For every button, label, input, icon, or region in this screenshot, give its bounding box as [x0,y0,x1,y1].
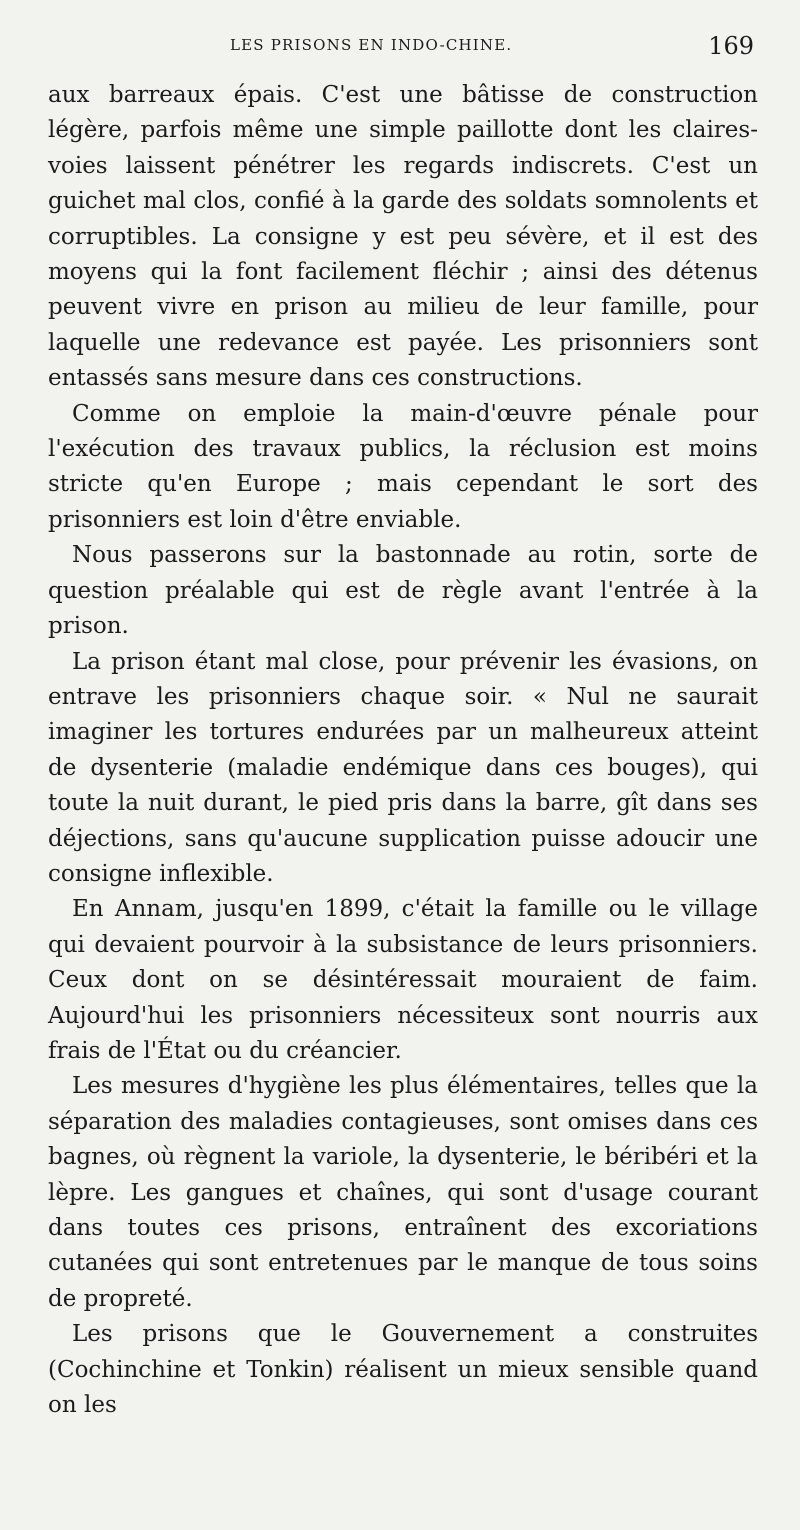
page-number: 169 [708,32,754,60]
paragraph: Les mesures d'hygiène les plus élémentaires, telles que la séparation des maladies contagieuses, sont omises dans ces bagnes, où règnent la variole, la dysenterie, le béribéri et la lèpre. Les gangues et chaînes, qui sont d'usage courant dans toutes ces prisons, entraînent des excoriations cutanées qui sont entretenues par le manque de tous soins de propreté. [48,1073,758,1312]
page-header [0,32,800,66]
paragraph: En Annam, jusqu'en 1899, c'était la famille ou le village qui devaient pourvoir à la subsistance de leurs prisonniers. Ceux dont on se désintéressait mouraient de faim. Aujourd'hui les prisonniers nécessiteux sont nourris aux frais de l'État ou du créancier. [48,896,758,1064]
paragraph-continued: aux barreaux épais. C'est une bâtisse de construction légère, parfois même une simple paillotte dont les claires-voies laissent pénétrer les regards indiscrets. C'est un guichet mal clos, confié à la garde des soldats somnolents et corruptibles. La consigne y est peu sévère, et il est des moyens qui la font facilement fléchir ; ainsi des détenus peuvent vivre en prison au milieu de leur famille, pour laquelle une redevance est payée. Les prisonniers sont entassés sans mesure dans ces constructions. [48,82,758,392]
paragraph: Comme on emploie la main-d'œuvre pénale pour l'exécution des travaux publics, la réclusion est moins stricte qu'en Europe ; mais cependant le sort des prisonniers est loin d'être enviable. [48,400,758,533]
running-title: LES PRISONS EN INDO-CHINE. [230,36,513,54]
paragraph: Nous passerons sur la bastonnade au rotin, sorte de question préalable qui est de règle avant l'entrée à la prison. [48,542,758,640]
body-text [48,78,758,1423]
paragraph-continues: Les prisons que le Gouvernement a construites (Cochinchine et Tonkin) réalisent un mieux sensible quand on les [48,1321,758,1419]
paragraph: La prison étant mal close, pour prévenir les évasions, on entrave les prisonniers chaque soir. « Nul ne saurait imaginer les tortures endurées par un malheureux atteint de dysenterie (maladie endémique dans ces bouges), qui toute la nuit durant, le pied pris dans la barre, gît dans ses déjections, sans qu'aucune supplication puisse adoucir une consigne inflexible. [48,648,758,887]
